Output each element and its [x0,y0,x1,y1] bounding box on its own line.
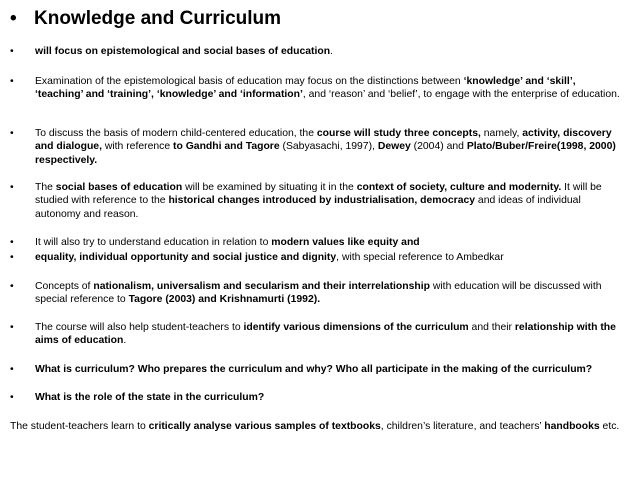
text-run: namely, [480,128,523,139]
bold-text: activity, discovery and dialogue, [35,128,612,153]
bold-text: will focus on epistemological and social bases of education [35,46,331,57]
bold-text: critically analyse various samples of textbooks [148,421,381,432]
bullet-marker: • [10,182,14,193]
text-run: , and ‘reason’ and ‘belief’, to engage with the enterprise of education. [302,89,620,101]
text-run: Concepts of [35,281,94,292]
text-run: will be examined by situating it in the [182,182,357,193]
bold-text: social bases of education [55,182,183,193]
bold-text: handbooks [544,421,600,432]
bold-text: equality, individual opportunity and social justice and dignity [35,252,337,263]
bold-text: course will study three concepts, [316,128,481,139]
bullet-marker: • [10,392,14,403]
bold-text: Plato/Buber/Freire(1998, 2000) respectively. [35,141,616,166]
bullet-item-social-bases [10,181,626,221]
title-text: Knowledge and Curriculum [34,8,282,29]
bold-text: What is the role of the state in the curriculum? [35,392,265,403]
text-run: and ideas of individual autonomy and reason. [35,195,581,220]
bullet-text [35,391,626,404]
bullet-text [35,75,626,102]
bold-text: ‘knowledge’ and ‘skill’, ‘teaching’ and ‘training’, ‘knowledge’ and ‘information’ [35,76,576,101]
text-run: etc. [599,421,620,432]
text-run: Examination of the epistemological basis of education may focus on the distinctions between [35,76,464,87]
bullet-marker: • [10,46,14,57]
bullet-item-role-of-state [10,391,626,404]
text-run: . [123,335,127,347]
bold-text: relationship with the aims of education [35,322,616,347]
bullet-marker: • [10,364,14,375]
bold-text: nationalism, universalism and secularism and their interrelationship [93,281,430,292]
bullet-text [35,251,626,264]
bullet-item-child-centered [10,127,626,167]
closing-paragraph [10,420,626,433]
bold-text: Dewey [377,141,411,153]
text-run: (Sabyasachi, 1997), [279,141,378,153]
slide-title [10,8,281,30]
text-run: The student-teachers learn to [10,421,149,432]
bold-text: context of society, culture and modernity. [356,182,562,193]
bullet-marker: • [10,237,14,248]
bullet-text [35,236,626,249]
bullet-marker: • [10,322,14,333]
bullet-text [35,321,626,348]
bullet-text [35,363,626,376]
text-run: with reference [101,141,174,153]
bullet-item-dimensions [10,321,626,348]
text-run: (2004) and [410,141,467,153]
bold-text: to Gandhi and Tagore [173,141,280,153]
bold-text: Tagore (2003) and Krishnamurti (1992). [128,294,321,306]
bullet-item-epistemological [10,75,626,102]
bullet-item-focus [10,45,626,58]
title-bullet: • [10,8,17,29]
bullet-text [35,181,626,221]
bullet-text [35,45,626,58]
text-run: The course will also help student-teachers to [35,322,244,333]
text-run: It will be studied with reference to the [35,182,602,207]
text-run: , with special reference to Ambedkar [336,252,504,263]
bold-text: identify various dimensions of the curriculum [243,322,469,333]
bullet-text [35,127,626,167]
text-run: , children’s literature, and teachers’ [380,421,545,432]
bullet-item-equality [10,251,626,264]
bullet-marker: • [10,128,14,139]
bullet-text [35,280,626,307]
text-run: It will also try to understand education in relation to [35,237,272,248]
bold-text: historical changes introduced by industrialisation, democracy [168,195,476,207]
bullet-item-nationalism [10,280,626,307]
bold-text: modern values like equity and [271,237,420,248]
text-run: The [35,182,56,193]
bullet-marker: • [10,281,14,292]
bullet-marker: • [10,252,14,263]
text-run: with education will be discussed with special reference to [35,281,602,306]
bullet-marker: • [10,76,14,87]
bold-text: What is curriculum? Who prepares the curriculum and why? Who all participate in the making of the curriculum? [35,364,593,375]
bullet-item-what-is-curriculum [10,363,626,376]
text-run: . [330,46,333,57]
bullet-item-modern-values [10,236,626,249]
text-run: To discuss the basis of modern child-centered education, the [35,128,317,139]
text-run: and their [468,322,515,333]
